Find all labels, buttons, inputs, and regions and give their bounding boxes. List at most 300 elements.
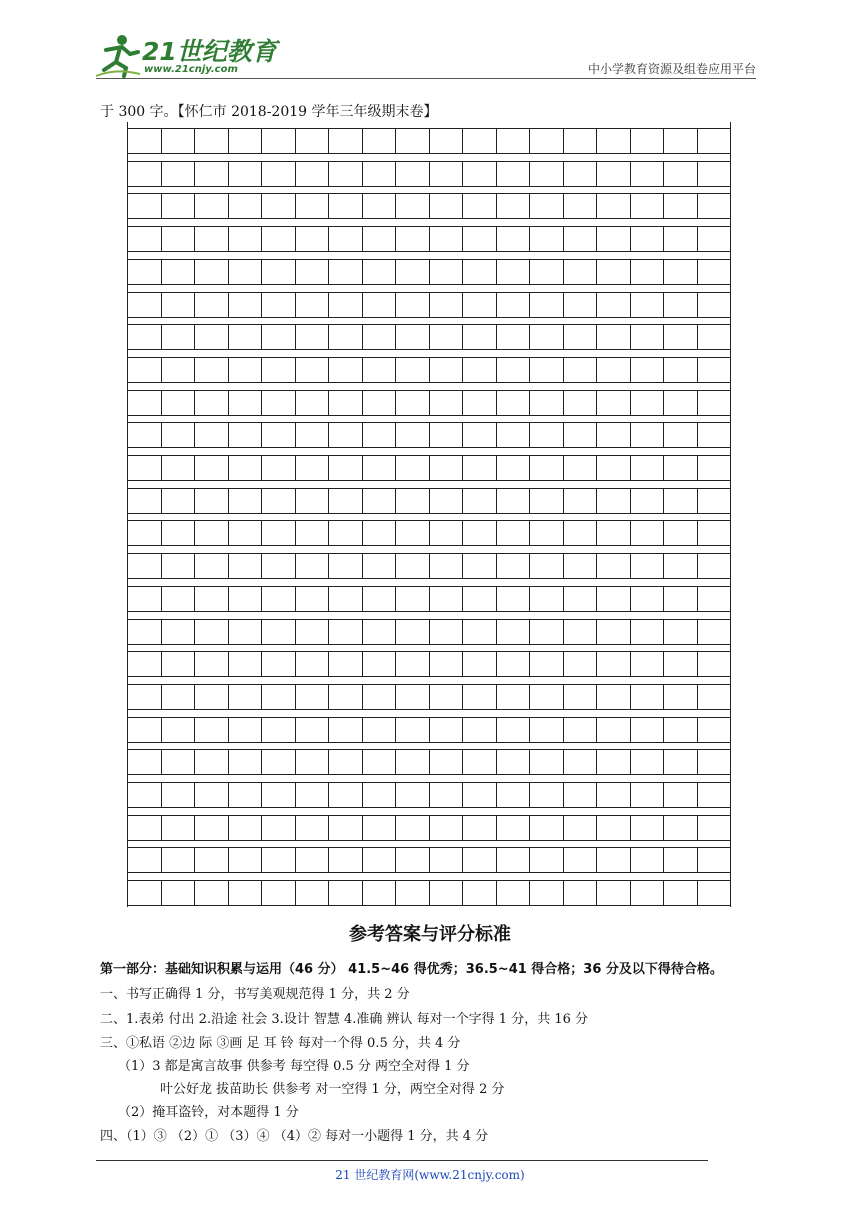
grid-cell: [663, 848, 697, 872]
grid-cell: [328, 358, 362, 382]
grid-cell: [194, 456, 228, 480]
grid-cell: [529, 620, 563, 644]
grid-cell: [630, 652, 664, 676]
grid-row: [128, 161, 730, 187]
answer-line-3-1: （1）3 都是寓言故事 供参考 每空得 0.5 分 两空全对得 1 分: [118, 1059, 470, 1074]
grid-cell: [194, 129, 228, 153]
grid-cell: [462, 325, 496, 349]
grid-row: [128, 520, 730, 546]
grid-cell: [697, 587, 731, 611]
grid-cell: [630, 325, 664, 349]
grid-cell: [429, 260, 463, 284]
grid-row: [128, 422, 730, 448]
grid-cell: [630, 162, 664, 186]
grid-cell: [496, 521, 530, 545]
header-divider: [96, 78, 756, 79]
grid-cell: [429, 750, 463, 774]
grid-cell: [462, 423, 496, 447]
grid-cell: [295, 652, 329, 676]
grid-cell: [630, 260, 664, 284]
grid-cell: [362, 358, 396, 382]
logo-text: 21世纪教育: [142, 37, 277, 66]
grid-cell: [328, 620, 362, 644]
grid-cell: [228, 554, 262, 578]
grid-cell: [596, 587, 630, 611]
grid-cell: [228, 293, 262, 317]
grid-cell: [630, 391, 664, 415]
grid-cell: [261, 848, 295, 872]
platform-label: 中小学教育资源及组卷应用平台: [587, 62, 756, 76]
grid-cell: [563, 423, 597, 447]
grid-cell: [429, 685, 463, 709]
grid-cell: [128, 489, 161, 513]
grid-row: [128, 553, 730, 579]
grid-cell: [261, 881, 295, 905]
grid-cell: [295, 391, 329, 415]
grid-cell: [630, 620, 664, 644]
grid-cell: [596, 456, 630, 480]
grid-cell: [328, 554, 362, 578]
grid-cell: [429, 489, 463, 513]
grid-cell: [529, 162, 563, 186]
grid-cell: [228, 423, 262, 447]
answer-line-3-1b: 叶公好龙 拔苗助长 供参考 对一空得 1 分，两空全对得 2 分: [160, 1082, 505, 1097]
grid-cell: [563, 489, 597, 513]
grid-cell: [161, 358, 195, 382]
grid-cell: [563, 620, 597, 644]
grid-cell: [328, 391, 362, 415]
grid-cell: [697, 194, 731, 218]
grid-cell: [563, 194, 597, 218]
grid-cell: [328, 718, 362, 742]
grid-cell: [228, 620, 262, 644]
grid-cell: [663, 554, 697, 578]
grid-cell: [529, 848, 563, 872]
grid-cell: [596, 848, 630, 872]
grid-cell: [630, 293, 664, 317]
grid-cell: [128, 783, 161, 807]
grid-cell: [295, 162, 329, 186]
grid-cell: [697, 750, 731, 774]
grid-cell: [462, 293, 496, 317]
grid-cell: [563, 260, 597, 284]
grid-cell: [429, 881, 463, 905]
grid-cell: [496, 194, 530, 218]
grid-cell: [563, 162, 597, 186]
grid-cell: [462, 129, 496, 153]
grid-cell: [395, 293, 429, 317]
grid-cell: [194, 391, 228, 415]
grid-cell: [395, 554, 429, 578]
grid-cell: [362, 554, 396, 578]
grid-cell: [596, 620, 630, 644]
grid-cell: [596, 325, 630, 349]
grid-cell: [697, 358, 731, 382]
grid-cell: [596, 521, 630, 545]
grid-cell: [194, 881, 228, 905]
grid-cell: [462, 652, 496, 676]
grid-cell: [161, 325, 195, 349]
grid-cell: [161, 848, 195, 872]
grid-cell: [529, 489, 563, 513]
grid-cell: [697, 293, 731, 317]
grid-cell: [194, 260, 228, 284]
grid-cell: [128, 881, 161, 905]
grid-cell: [395, 456, 429, 480]
grid-cell: [362, 325, 396, 349]
grid-cell: [496, 848, 530, 872]
grid-cell: [194, 358, 228, 382]
grid-cell: [697, 129, 731, 153]
grid-cell: [496, 325, 530, 349]
grid-cell: [161, 129, 195, 153]
grid-cell: [429, 391, 463, 415]
grid-cell: [529, 325, 563, 349]
grid-row: [128, 815, 730, 841]
grid-cell: [462, 521, 496, 545]
grid-row: [128, 292, 730, 318]
grid-cell: [429, 587, 463, 611]
grid-cell: [128, 750, 161, 774]
grid-cell: [563, 848, 597, 872]
grid-cell: [462, 620, 496, 644]
grid-cell: [596, 750, 630, 774]
grid-cell: [261, 750, 295, 774]
logo: [92, 32, 277, 82]
grid-cell: [529, 358, 563, 382]
grid-cell: [496, 358, 530, 382]
grid-cell: [362, 489, 396, 513]
page-header: [0, 0, 860, 90]
grid-cell: [697, 162, 731, 186]
grid-cell: [328, 489, 362, 513]
grid-cell: [563, 816, 597, 840]
grid-cell: [261, 587, 295, 611]
grid-cell: [462, 391, 496, 415]
grid-cell: [563, 652, 597, 676]
grid-cell: [228, 358, 262, 382]
grid-cell: [128, 554, 161, 578]
grid-cell: [161, 718, 195, 742]
grid-cell: [596, 489, 630, 513]
grid-cell: [563, 521, 597, 545]
grid-cell: [395, 881, 429, 905]
grid-cell: [362, 685, 396, 709]
grid-row: [128, 128, 730, 154]
grid-cell: [161, 162, 195, 186]
grid-cell: [496, 783, 530, 807]
grid-row: [128, 651, 730, 677]
grid-cell: [194, 423, 228, 447]
grid-cell: [161, 489, 195, 513]
grid-cell: [295, 358, 329, 382]
grid-cell: [194, 325, 228, 349]
grid-cell: [161, 194, 195, 218]
grid-cell: [563, 129, 597, 153]
grid-cell: [194, 227, 228, 251]
grid-cell: [362, 391, 396, 415]
grid-cell: [328, 423, 362, 447]
grid-cell: [663, 260, 697, 284]
answer-line-3: 三、①私语 ②边 际 ③画 足 耳 铃 每对一个得 0.5 分，共 4 分: [100, 1036, 461, 1051]
grid-cell: [596, 423, 630, 447]
grid-cell: [395, 783, 429, 807]
grid-cell: [496, 816, 530, 840]
grid-cell: [663, 881, 697, 905]
grid-cell: [295, 227, 329, 251]
grid-cell: [529, 129, 563, 153]
grid-cell: [395, 489, 429, 513]
grid-cell: [462, 194, 496, 218]
grid-cell: [161, 260, 195, 284]
grid-cell: [362, 227, 396, 251]
essay-requirement: 于 300 字。【怀仁市 2018-2019 学年三年级期末卷】: [100, 104, 438, 120]
grid-cell: [529, 587, 563, 611]
answer-line-3-2: （2）掩耳盗铃，对本题得 1 分: [118, 1105, 299, 1120]
grid-cell: [328, 816, 362, 840]
grid-cell: [596, 227, 630, 251]
grid-cell: [261, 521, 295, 545]
grid-cell: [128, 325, 161, 349]
grid-cell: [194, 685, 228, 709]
grid-cell: [462, 358, 496, 382]
grid-cell: [261, 685, 295, 709]
grid-cell: [496, 293, 530, 317]
grid-cell: [429, 129, 463, 153]
grid-row: [128, 193, 730, 219]
grid-cell: [630, 129, 664, 153]
grid-cell: [596, 358, 630, 382]
grid-cell: [128, 587, 161, 611]
grid-cell: [128, 293, 161, 317]
grid-cell: [663, 129, 697, 153]
grid-cell: [228, 456, 262, 480]
grid-cell: [228, 750, 262, 774]
grid-cell: [328, 129, 362, 153]
grid-cell: [395, 718, 429, 742]
grid-cell: [228, 227, 262, 251]
grid-cell: [630, 358, 664, 382]
grid-cell: [496, 685, 530, 709]
grid-cell: [228, 587, 262, 611]
grid-cell: [429, 423, 463, 447]
grid-cell: [697, 620, 731, 644]
grid-cell: [161, 652, 195, 676]
grid-cell: [563, 325, 597, 349]
grid-cell: [194, 848, 228, 872]
grid-cell: [529, 194, 563, 218]
grid-cell: [462, 162, 496, 186]
grid-cell: [128, 423, 161, 447]
grid-cell: [462, 685, 496, 709]
grid-cell: [630, 848, 664, 872]
grid-cell: [462, 227, 496, 251]
grid-cell: [295, 456, 329, 480]
grid-cell: [128, 391, 161, 415]
grid-cell: [529, 816, 563, 840]
grid-cell: [295, 750, 329, 774]
grid-cell: [161, 620, 195, 644]
grid-cell: [630, 718, 664, 742]
grid-cell: [261, 129, 295, 153]
grid-cell: [161, 750, 195, 774]
grid-row: [128, 488, 730, 514]
grid-cell: [496, 129, 530, 153]
grid-cell: [295, 521, 329, 545]
grid-cell: [529, 685, 563, 709]
grid-cell: [496, 881, 530, 905]
grid-cell: [362, 783, 396, 807]
grid-cell: [228, 652, 262, 676]
grid-cell: [261, 260, 295, 284]
grid-row: [128, 847, 730, 873]
grid-cell: [194, 162, 228, 186]
grid-cell: [362, 848, 396, 872]
grid-cell: [261, 783, 295, 807]
grid-cell: [663, 718, 697, 742]
grid-cell: [295, 848, 329, 872]
grid-cell: [194, 718, 228, 742]
grid-cell: [663, 456, 697, 480]
grid-cell: [395, 620, 429, 644]
grid-cell: [395, 750, 429, 774]
grid-cell: [563, 881, 597, 905]
grid-cell: [663, 620, 697, 644]
grid-row: [128, 226, 730, 252]
grid-cell: [663, 293, 697, 317]
grid-cell: [462, 783, 496, 807]
grid-cell: [697, 489, 731, 513]
grid-cell: [429, 554, 463, 578]
grid-row: [128, 749, 730, 775]
grid-cell: [228, 521, 262, 545]
grid-cell: [362, 750, 396, 774]
grid-cell: [496, 718, 530, 742]
grid-cell: [261, 162, 295, 186]
grid-cell: [194, 816, 228, 840]
grid-cell: [429, 325, 463, 349]
grid-cell: [462, 260, 496, 284]
grid-cell: [429, 358, 463, 382]
grid-cell: [261, 423, 295, 447]
grid-cell: [128, 718, 161, 742]
grid-cell: [496, 260, 530, 284]
grid-cell: [194, 620, 228, 644]
grid-cell: [128, 194, 161, 218]
grid-cell: [128, 848, 161, 872]
grid-row: [128, 684, 730, 710]
grid-cell: [663, 358, 697, 382]
grid-cell: [663, 391, 697, 415]
grid-cell: [261, 489, 295, 513]
grid-cell: [596, 685, 630, 709]
grid-cell: [462, 816, 496, 840]
grid-cell: [161, 293, 195, 317]
grid-cell: [596, 194, 630, 218]
grid-cell: [295, 554, 329, 578]
grid-cell: [295, 260, 329, 284]
grid-cell: [697, 391, 731, 415]
grid-cell: [128, 685, 161, 709]
grid-cell: [161, 816, 195, 840]
grid-cell: [496, 652, 530, 676]
grid-cell: [362, 293, 396, 317]
grid-cell: [261, 554, 295, 578]
grid-cell: [328, 521, 362, 545]
grid-cell: [362, 881, 396, 905]
grid-cell: [295, 129, 329, 153]
grid-cell: [630, 194, 664, 218]
grid-cell: [328, 881, 362, 905]
grid-cell: [697, 227, 731, 251]
grid-cell: [362, 620, 396, 644]
answer-line-4: 四、（1）③ （2）① （3）④ （4）② 每对一小题得 1 分，共 4 分: [100, 1129, 489, 1144]
grid-cell: [261, 194, 295, 218]
grid-cell: [161, 881, 195, 905]
grid-cell: [395, 129, 429, 153]
grid-cell: [563, 718, 597, 742]
grid-cell: [429, 620, 463, 644]
grid-cell: [596, 554, 630, 578]
grid-cell: [663, 489, 697, 513]
grid-cell: [663, 816, 697, 840]
grid-cell: [429, 456, 463, 480]
answer-line-1: 一、书写正确得 1 分，书写美观规范得 1 分，共 2 分: [100, 987, 410, 1002]
grid-cell: [496, 489, 530, 513]
grid-cell: [630, 554, 664, 578]
grid-cell: [295, 587, 329, 611]
grid-cell: [630, 587, 664, 611]
grid-row: [128, 357, 730, 383]
grid-cell: [429, 293, 463, 317]
grid-cell: [630, 456, 664, 480]
writing-grid: [127, 122, 731, 907]
grid-cell: [663, 685, 697, 709]
grid-cell: [596, 718, 630, 742]
grid-cell: [462, 750, 496, 774]
grid-row: [128, 619, 730, 645]
grid-cell: [194, 652, 228, 676]
grid-cell: [328, 750, 362, 774]
grid-cell: [362, 521, 396, 545]
grid-cell: [697, 685, 731, 709]
grid-cell: [161, 227, 195, 251]
grid-cell: [496, 423, 530, 447]
grid-cell: [128, 521, 161, 545]
grid-cell: [328, 685, 362, 709]
grid-row: [128, 259, 730, 285]
grid-cell: [529, 783, 563, 807]
grid-cell: [563, 685, 597, 709]
grid-cell: [596, 162, 630, 186]
grid-cell: [663, 227, 697, 251]
grid-cell: [328, 293, 362, 317]
grid-cell: [261, 227, 295, 251]
grid-cell: [194, 293, 228, 317]
grid-cell: [663, 652, 697, 676]
grid-cell: [529, 423, 563, 447]
grid-cell: [128, 620, 161, 644]
grid-cell: [496, 620, 530, 644]
grid-cell: [529, 718, 563, 742]
grid-cell: [128, 816, 161, 840]
runner-logo-icon: [92, 32, 142, 78]
grid-cell: [161, 521, 195, 545]
grid-cell: [328, 162, 362, 186]
grid-cell: [529, 750, 563, 774]
grid-cell: [630, 816, 664, 840]
grid-cell: [496, 587, 530, 611]
